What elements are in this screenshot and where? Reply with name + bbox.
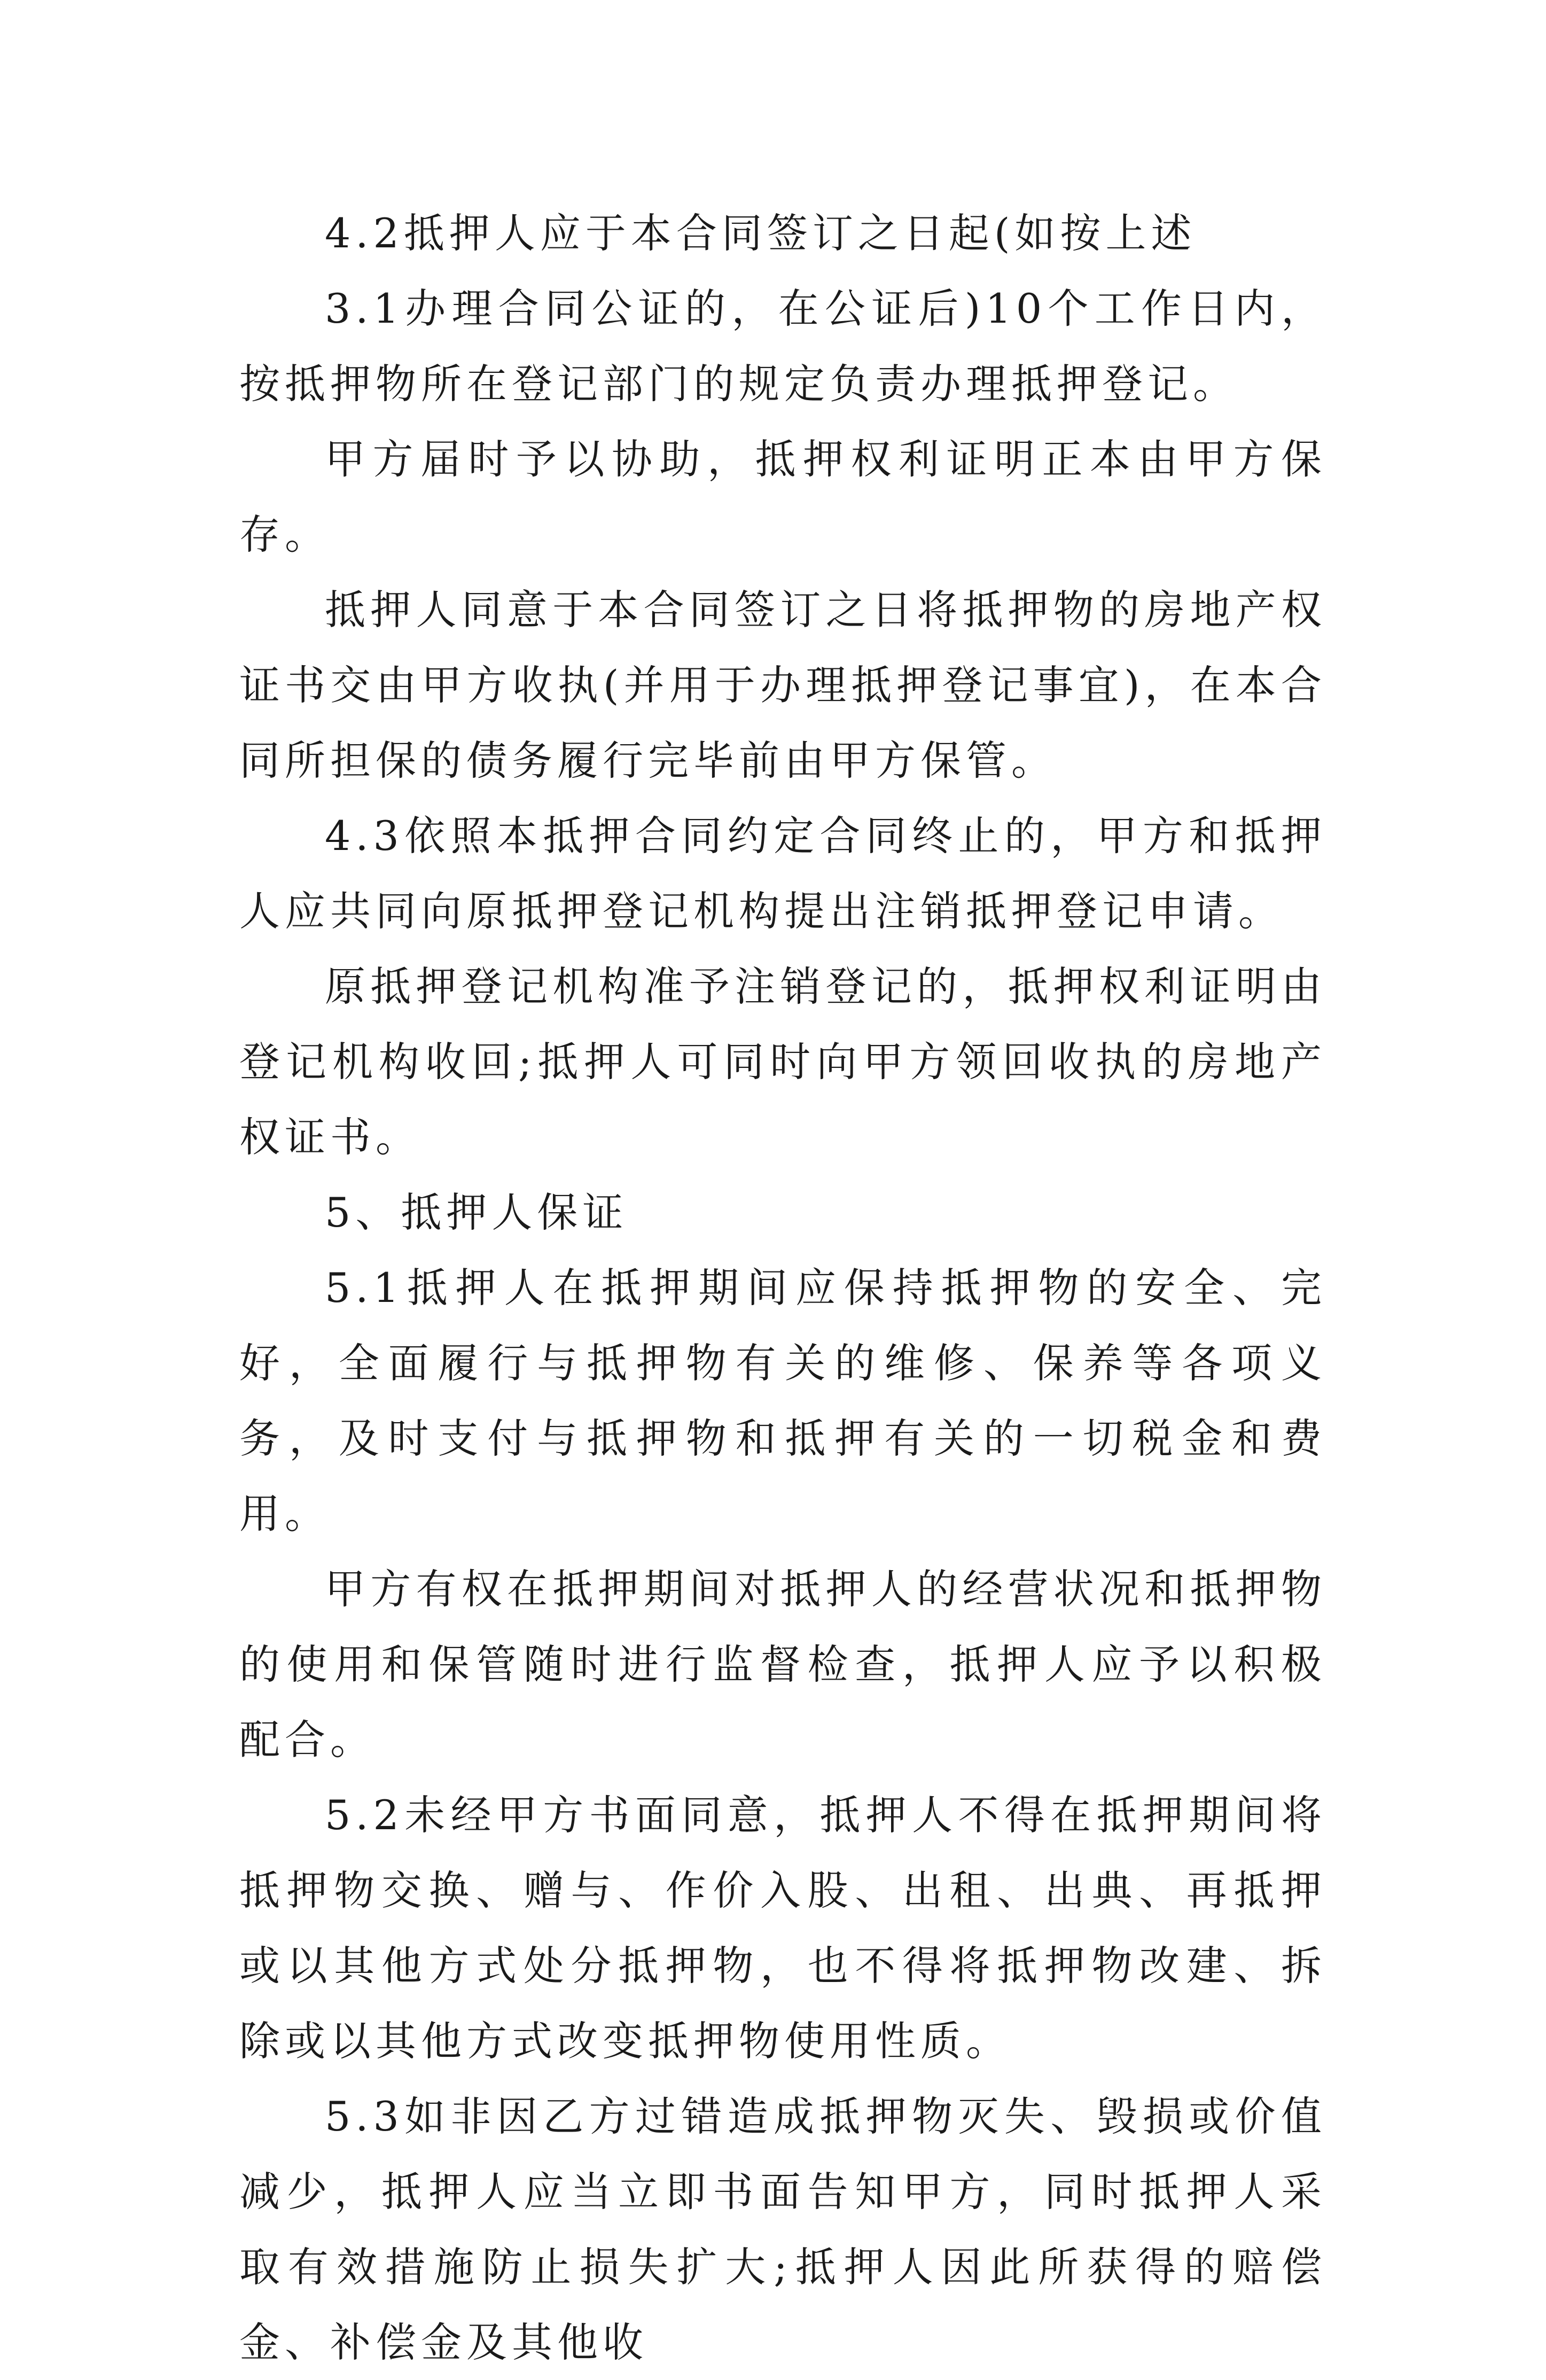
paragraph-4-2: 4.2抵押人应于本合同签订之日起(如按上述	[325, 209, 1197, 257]
paragraph-5-3: 5.3如非因乙方过错造成抵押物灭失、毁损或价值减少，抵押人应当立即书面告知甲方，同时抵押人采取有效措施防止损失扩大;抵押人因此所获得的赔偿金、补偿金及其他收	[239, 2093, 1326, 2366]
paragraph-3-1: 3.1办理合同公证的，在公证后)10个工作日内，按抵押物所在登记部门的规定负责办理抵押登记。	[239, 285, 1326, 408]
document-body	[239, 196, 1326, 2380]
paragraph-deregistration: 原抵押登记机构准予注销登记的，抵押权利证明由登记机构收回;抵押人可同时向甲方领回收执的房地产权证书。	[239, 963, 1326, 1161]
paragraph-5-1: 5.1抵押人在抵押期间应保持抵押物的安全、完好，全面履行与抵押物有关的维修、保养等各项义务，及时支付与抵押物和抵押有关的一切税金和费用。	[239, 1264, 1326, 1538]
paragraph-supervision: 甲方有权在抵押期间对抵押人的经营状况和抵押物的使用和保管随时进行监督检查，抵押人应予以积极配合。	[239, 1565, 1326, 1763]
paragraph-party-a-assist: 甲方届时予以协助，抵押权利证明正本由甲方保存。	[239, 435, 1326, 558]
paragraph-certificate-custody: 抵押人同意于本合同签订之日将抵押物的房地产权证书交由甲方收执(并用于办理抵押登记事宜)，在本合同所担保的债务履行完毕前由甲方保管。	[239, 586, 1326, 784]
paragraph-4-3: 4.3依照本抵押合同约定合同终止的，甲方和抵押人应共同向原抵押登记机构提出注销抵押登记申请。	[239, 812, 1326, 935]
paragraph-5-2: 5.2未经甲方书面同意，抵押人不得在抵押期间将抵押物交换、赠与、作价入股、出租、出典、再抵押或以其他方式处分抵押物，也不得将抵押物改建、拆除或以其他方式改变抵押物使用性质。	[239, 1791, 1326, 2065]
section-heading-5: 5、抵押人保证	[325, 1189, 628, 1236]
